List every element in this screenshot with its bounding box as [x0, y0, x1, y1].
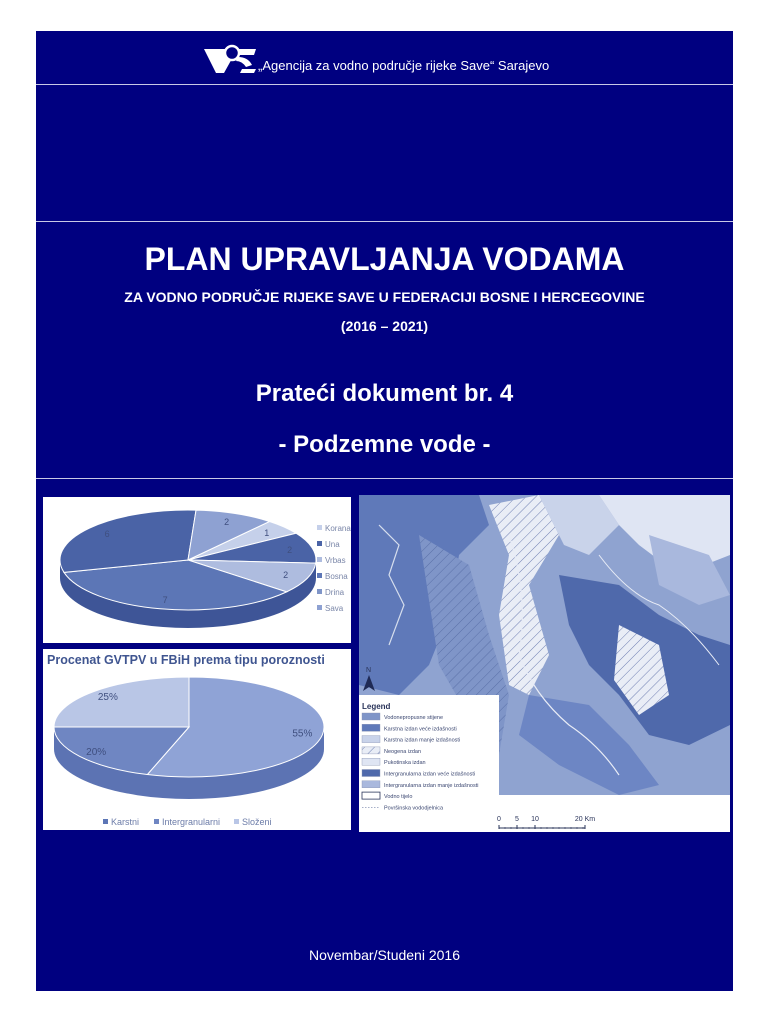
legend-swatch	[234, 819, 239, 824]
map-legend-swatch	[362, 792, 380, 799]
legend-swatch	[154, 819, 159, 824]
map-legend-label: Intergranularna izdan manje izdašnosti	[384, 782, 479, 789]
agency-name: „Agencija za vodno područje rijeke Save“ Sarajevo	[258, 58, 550, 73]
legend-swatch	[317, 573, 322, 578]
subtitle: ZA VODNO PODRUČJE RIJEKE SAVE U FEDERACIJI BOSNE I HERCEGOVINE	[124, 289, 645, 305]
groundwater-map	[359, 495, 730, 832]
divider	[36, 221, 733, 222]
legend-swatch	[103, 819, 108, 824]
north-label: N	[366, 667, 372, 674]
divider	[36, 84, 733, 85]
legend-swatch	[317, 605, 322, 610]
period: (2016 – 2021)	[340, 318, 429, 334]
pie-data-label: 2	[283, 570, 289, 581]
document-topic: - Podzemne vode -	[278, 431, 491, 458]
pie-data-label: 20%	[86, 746, 107, 758]
pie-data-label: 55%	[292, 728, 313, 740]
map-legend-swatch	[362, 781, 380, 788]
pie-slices	[60, 510, 316, 628]
map-legend-swatch	[362, 747, 380, 754]
legend-swatch	[317, 589, 322, 594]
legend-label: Vrbas	[325, 556, 346, 565]
pie-data-label: 2	[287, 544, 293, 555]
pie-data-label: 1	[264, 527, 270, 538]
pie-chart-porosity-svg	[43, 649, 351, 830]
map-legend-label: Pukotinska izdan	[384, 760, 426, 767]
map-legend-label: Površinska vododjelnica	[384, 805, 444, 812]
legend-label: Karstni	[111, 817, 140, 827]
pie-chart-porosity	[43, 649, 351, 830]
map-legend-title: Legend	[362, 702, 391, 711]
pie-data-label: 25%	[97, 691, 118, 703]
pie-slice-slo-eni	[54, 677, 189, 727]
map-legend-swatch	[362, 724, 380, 731]
legend-swatch	[317, 525, 322, 530]
legend-label: Složeni	[242, 817, 272, 827]
legend-label: Korana	[325, 524, 351, 533]
map-legend-label: Vodno tijelo	[384, 794, 413, 801]
legend-label: Una	[325, 540, 340, 549]
pie-legend	[317, 524, 351, 613]
map-legend-label: Karstna izdan manje izdašnosti	[384, 737, 461, 744]
pie-chart-rivers-svg	[43, 497, 351, 643]
map-legend-swatch	[362, 758, 380, 765]
map-legend-swatch	[362, 713, 380, 720]
legend-label: Bosna	[325, 572, 348, 581]
pie-slices	[54, 677, 324, 799]
legend-label: Intergranularni	[162, 817, 221, 827]
scale-label: 10	[531, 816, 539, 823]
map-legend-swatch	[362, 770, 380, 777]
scale-label: 0	[497, 816, 501, 823]
footer-date: Novembar/Studeni 2016	[309, 947, 460, 963]
pie-data-label: 2	[224, 516, 230, 527]
scale-label: 5	[515, 816, 519, 823]
divider	[36, 478, 733, 479]
map-svg	[359, 495, 730, 832]
scale-label: 20 Km	[574, 816, 596, 823]
legend-swatch	[317, 541, 322, 546]
agency-logo-icon	[202, 43, 258, 75]
pie-data-label: 7	[162, 595, 168, 606]
legend-swatch	[317, 557, 322, 562]
scale-box	[494, 795, 730, 832]
legend-label: Sava	[325, 604, 344, 613]
map-legend-swatch	[362, 736, 380, 743]
map-legend-label: Intergranularna izdan veće izdašnosti	[384, 771, 476, 778]
pie-chart-rivers	[43, 497, 351, 643]
map-legend-label: Karstna izdan veće izdašnosti	[384, 726, 457, 733]
map-legend-label: Vodonepropusne stijene	[384, 715, 444, 721]
map-legend-label: Neogena izdan	[384, 748, 422, 755]
chart-title: Procenat GVTPV u FBiH prema tipu poroznosti	[47, 653, 325, 667]
pie-legend	[103, 817, 272, 827]
legend-label: Drina	[325, 588, 345, 597]
main-title: PLAN UPRAVLJANJA VODAMA	[144, 241, 625, 277]
pie-data-label: 6	[104, 528, 110, 539]
document-number: Prateći dokument br. 4	[255, 380, 514, 407]
header	[36, 31, 733, 84]
